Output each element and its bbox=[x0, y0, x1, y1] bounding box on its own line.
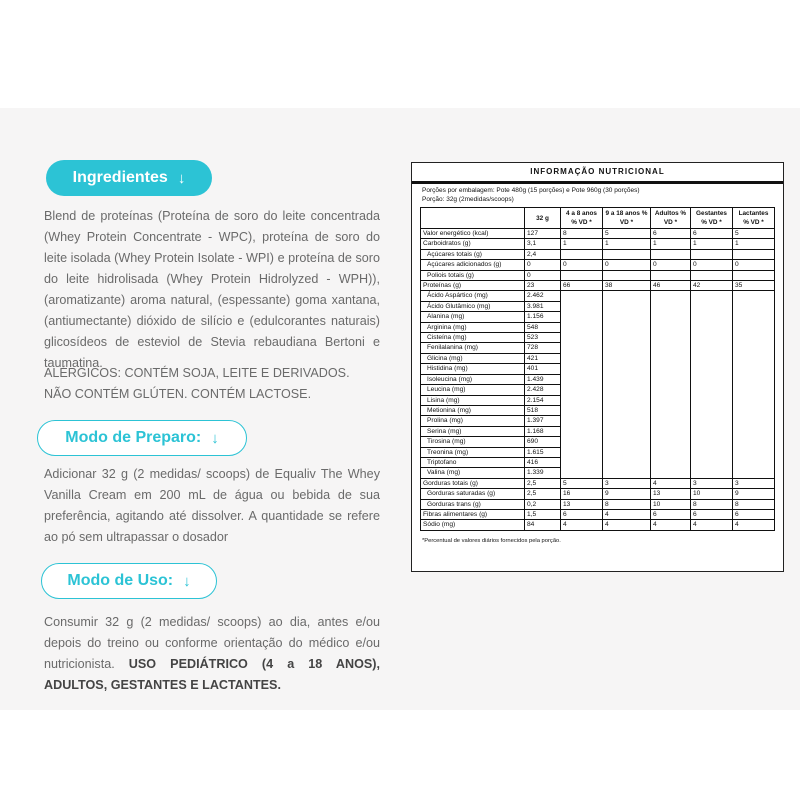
nutrient-name: Isoleucina (mg) bbox=[421, 374, 525, 384]
nutrient-vd bbox=[603, 270, 651, 280]
empty-cell bbox=[691, 374, 733, 384]
nutrient-vd: 5 bbox=[561, 478, 603, 488]
empty-cell bbox=[603, 353, 651, 363]
table-row bbox=[421, 353, 775, 363]
nutrient-name: Lisina (mg) bbox=[421, 395, 525, 405]
nutrient-name: Gorduras totais (g) bbox=[421, 478, 525, 488]
table-row bbox=[421, 239, 775, 249]
header-cell bbox=[421, 208, 525, 229]
nutrition-table-panel bbox=[411, 162, 784, 572]
nutrient-vd: 4 bbox=[603, 520, 651, 530]
nutrient-name: Glicina (mg) bbox=[421, 353, 525, 363]
nutrient-vd: 6 bbox=[733, 509, 775, 519]
nutrient-vd bbox=[733, 270, 775, 280]
nutrient-amount: 1.439 bbox=[525, 374, 561, 384]
nutrition-portion-info bbox=[412, 184, 783, 207]
table-row bbox=[421, 499, 775, 509]
empty-cell bbox=[603, 374, 651, 384]
nutrient-vd: 13 bbox=[651, 489, 691, 499]
header-cell: Lactantes % VD * bbox=[733, 208, 775, 229]
nutrient-vd: 3 bbox=[733, 478, 775, 488]
modo-preparo-button[interactable] bbox=[37, 420, 247, 456]
nutrient-vd: 9 bbox=[733, 489, 775, 499]
header-cell: Adultos % VD * bbox=[651, 208, 691, 229]
empty-cell bbox=[691, 447, 733, 457]
empty-cell bbox=[691, 385, 733, 395]
empty-cell bbox=[691, 416, 733, 426]
nutrient-name: Fibras alimentares (g) bbox=[421, 509, 525, 519]
nutrient-vd: 1 bbox=[733, 239, 775, 249]
table-row bbox=[421, 343, 775, 353]
nutrient-amount: 3,1 bbox=[525, 239, 561, 249]
table-row bbox=[421, 509, 775, 519]
empty-cell bbox=[733, 385, 775, 395]
table-row bbox=[421, 385, 775, 395]
nutrition-table bbox=[420, 207, 775, 531]
table-row bbox=[421, 395, 775, 405]
nutrient-vd: 10 bbox=[651, 499, 691, 509]
table-row bbox=[421, 301, 775, 311]
empty-cell bbox=[651, 468, 691, 478]
empty-cell bbox=[561, 385, 603, 395]
table-row bbox=[421, 447, 775, 457]
table-row bbox=[421, 426, 775, 436]
header-cell: 4 a 8 anos % VD * bbox=[561, 208, 603, 229]
empty-cell bbox=[733, 457, 775, 467]
nutrient-amount: 1.156 bbox=[525, 312, 561, 322]
nutrient-vd: 38 bbox=[603, 281, 651, 291]
ingredientes-text: Blend de proteínas (Proteína de soro do leite concentrada (Whey Protein Concentrate - WPC), proteína de soro do leite isolada (Whey Protein Isolate - WPI) e proteína de soro do leite hidrolisada (Whey Protein Hidrolyzed - WPH)), (aromatizante) aroma natural, (espessante) goma xantana, (antiumectante) dióxido de silício e (edulcorantes naturais) glicosídeos de esteviol de Stevia rebaudiana Bertoni e taumatina. bbox=[44, 209, 380, 370]
modo-preparo-label: Modo de Preparo: bbox=[65, 429, 202, 446]
nutrient-vd: 16 bbox=[561, 489, 603, 499]
nutrient-vd: 3 bbox=[603, 478, 651, 488]
modo-uso-bold: USO PEDIÁTRICO (4 a 18 ANOS), ADULTOS, GESTANTES E LACTANTES. bbox=[44, 657, 380, 692]
table-row bbox=[421, 457, 775, 467]
nutrient-name: Valina (mg) bbox=[421, 468, 525, 478]
empty-cell bbox=[561, 405, 603, 415]
nutrient-amount: 523 bbox=[525, 333, 561, 343]
table-row bbox=[421, 478, 775, 488]
nutrient-amount: 2,5 bbox=[525, 478, 561, 488]
empty-cell bbox=[561, 312, 603, 322]
table-row bbox=[421, 312, 775, 322]
empty-cell bbox=[561, 395, 603, 405]
empty-cell bbox=[733, 426, 775, 436]
empty-cell bbox=[691, 426, 733, 436]
arrow-down-icon: ↓ bbox=[183, 572, 191, 590]
header-cell: Gestantes % VD * bbox=[691, 208, 733, 229]
empty-cell bbox=[603, 395, 651, 405]
nutrient-name: Poliois totais (g) bbox=[421, 270, 525, 280]
empty-cell bbox=[691, 301, 733, 311]
empty-cell bbox=[691, 312, 733, 322]
empty-cell bbox=[733, 405, 775, 415]
empty-cell bbox=[733, 416, 775, 426]
nutrient-vd: 1 bbox=[651, 239, 691, 249]
nutrient-amount: 0 bbox=[525, 260, 561, 270]
empty-cell bbox=[603, 291, 651, 301]
nutrient-vd: 4 bbox=[651, 478, 691, 488]
table-row bbox=[421, 229, 775, 239]
nutrient-name: Arginina (mg) bbox=[421, 322, 525, 332]
empty-cell bbox=[691, 457, 733, 467]
empty-cell bbox=[651, 395, 691, 405]
empty-cell bbox=[603, 468, 651, 478]
nutrient-vd: 13 bbox=[561, 499, 603, 509]
empty-cell bbox=[691, 343, 733, 353]
alergicos-text: ALÉRGICOS: CONTÉM SOJA, LEITE E DERIVADOS. NÃO CONTÉM GLÚTEN. CONTÉM LACTOSE. bbox=[44, 366, 350, 401]
empty-cell bbox=[651, 364, 691, 374]
nutrient-vd: 8 bbox=[691, 499, 733, 509]
nutrient-vd bbox=[651, 249, 691, 259]
empty-cell bbox=[733, 312, 775, 322]
empty-cell bbox=[733, 374, 775, 384]
nutrient-name: Carboidratos (g) bbox=[421, 239, 525, 249]
nutrient-vd: 8 bbox=[561, 229, 603, 239]
empty-cell bbox=[561, 447, 603, 457]
empty-cell bbox=[561, 437, 603, 447]
empty-cell bbox=[651, 301, 691, 311]
nutrient-name: Gorduras saturadas (g) bbox=[421, 489, 525, 499]
empty-cell bbox=[603, 343, 651, 353]
nutrient-vd: 42 bbox=[691, 281, 733, 291]
ingredientes-label: Ingredientes bbox=[72, 169, 168, 186]
nutrient-name: Açúcares adicionados (g) bbox=[421, 260, 525, 270]
nutrient-vd bbox=[561, 270, 603, 280]
nutrient-amount: 2,5 bbox=[525, 489, 561, 499]
header-cell: 9 a 18 anos % VD * bbox=[603, 208, 651, 229]
nutrient-amount: 401 bbox=[525, 364, 561, 374]
empty-cell bbox=[691, 353, 733, 363]
nutrient-amount: 1,5 bbox=[525, 509, 561, 519]
nutrient-name: Fenilalanina (mg) bbox=[421, 343, 525, 353]
nutrient-vd: 6 bbox=[561, 509, 603, 519]
nutrition-title: INFORMAÇÃO NUTRICIONAL bbox=[412, 163, 783, 184]
nutrient-vd: 35 bbox=[733, 281, 775, 291]
empty-cell bbox=[651, 343, 691, 353]
nutrient-vd: 8 bbox=[733, 499, 775, 509]
nutrient-vd bbox=[651, 270, 691, 280]
empty-cell bbox=[733, 322, 775, 332]
table-row bbox=[421, 364, 775, 374]
nutrient-vd: 4 bbox=[691, 520, 733, 530]
empty-cell bbox=[651, 405, 691, 415]
nutrient-name: Sódio (mg) bbox=[421, 520, 525, 530]
modo-uso-label: Modo de Uso: bbox=[67, 572, 174, 589]
nutrient-name: Gorduras trans (g) bbox=[421, 499, 525, 509]
nutrient-vd: 1 bbox=[561, 239, 603, 249]
empty-cell bbox=[651, 426, 691, 436]
empty-cell bbox=[561, 322, 603, 332]
nutrient-vd bbox=[603, 249, 651, 259]
nutrient-vd: 6 bbox=[691, 509, 733, 519]
empty-cell bbox=[651, 333, 691, 343]
nutrient-vd: 6 bbox=[651, 229, 691, 239]
nutrient-amount: 421 bbox=[525, 353, 561, 363]
nutrient-name: Cisteína (mg) bbox=[421, 333, 525, 343]
nutrient-vd: 66 bbox=[561, 281, 603, 291]
table-row bbox=[421, 489, 775, 499]
nutrient-amount: 728 bbox=[525, 343, 561, 353]
arrow-down-icon: ↓ bbox=[177, 169, 186, 187]
empty-cell bbox=[733, 468, 775, 478]
nutrient-name: Prolina (mg) bbox=[421, 416, 525, 426]
empty-cell bbox=[733, 301, 775, 311]
nutrition-footnote: *Percentual de valores diários fornecidos pela porção. bbox=[422, 537, 561, 544]
empty-cell bbox=[603, 447, 651, 457]
empty-cell bbox=[733, 353, 775, 363]
empty-cell bbox=[561, 364, 603, 374]
nutrient-vd: 0 bbox=[561, 260, 603, 270]
nutrient-name: Alanina (mg) bbox=[421, 312, 525, 322]
table-row bbox=[421, 281, 775, 291]
empty-cell bbox=[651, 312, 691, 322]
nutrient-name: Ácido Glutâmico (mg) bbox=[421, 301, 525, 311]
modo-uso-button[interactable] bbox=[41, 563, 217, 599]
nutrient-amount: 2.462 bbox=[525, 291, 561, 301]
nutrient-name: Metionina (mg) bbox=[421, 405, 525, 415]
nutrient-amount: 127 bbox=[525, 229, 561, 239]
nutrient-vd: 4 bbox=[651, 520, 691, 530]
nutrient-vd: 0 bbox=[651, 260, 691, 270]
empty-cell bbox=[691, 395, 733, 405]
nutrient-amount: 2,4 bbox=[525, 249, 561, 259]
empty-cell bbox=[651, 385, 691, 395]
nutrient-vd: 9 bbox=[603, 489, 651, 499]
empty-cell bbox=[603, 301, 651, 311]
empty-cell bbox=[733, 333, 775, 343]
porcoes-text: Porções por embalagem: Pote 480g (15 porções) e Pote 960g (30 porções) bbox=[422, 187, 640, 194]
porcao-text: Porção: 32g (2medidas/scoops) bbox=[422, 195, 514, 203]
nutrient-name: Triptofano bbox=[421, 457, 525, 467]
empty-cell bbox=[651, 457, 691, 467]
empty-cell bbox=[691, 291, 733, 301]
empty-cell bbox=[733, 395, 775, 405]
table-row bbox=[421, 468, 775, 478]
nutrient-amount: 0,2 bbox=[525, 499, 561, 509]
nutrient-vd: 4 bbox=[561, 520, 603, 530]
empty-cell bbox=[603, 312, 651, 322]
nutrient-name: Valor energético (kcal) bbox=[421, 229, 525, 239]
nutrient-amount: 0 bbox=[525, 270, 561, 280]
empty-cell bbox=[561, 457, 603, 467]
nutrient-vd: 1 bbox=[691, 239, 733, 249]
table-row bbox=[421, 249, 775, 259]
nutrient-vd: 0 bbox=[603, 260, 651, 270]
table-row bbox=[421, 374, 775, 384]
table-row bbox=[421, 405, 775, 415]
nutrient-amount: 84 bbox=[525, 520, 561, 530]
empty-cell bbox=[691, 405, 733, 415]
table-row bbox=[421, 291, 775, 301]
empty-cell bbox=[603, 322, 651, 332]
nutrient-amount: 518 bbox=[525, 405, 561, 415]
ingredientes-button[interactable] bbox=[46, 160, 212, 196]
nutrient-vd bbox=[733, 249, 775, 259]
empty-cell bbox=[561, 353, 603, 363]
table-row bbox=[421, 322, 775, 332]
empty-cell bbox=[733, 447, 775, 457]
empty-cell bbox=[651, 291, 691, 301]
table-row bbox=[421, 520, 775, 530]
empty-cell bbox=[561, 333, 603, 343]
nutrient-amount: 1.397 bbox=[525, 416, 561, 426]
empty-cell bbox=[733, 364, 775, 374]
empty-cell bbox=[651, 447, 691, 457]
header-cell: 32 g bbox=[525, 208, 561, 229]
nutrient-vd: 5 bbox=[603, 229, 651, 239]
nutrient-vd bbox=[691, 270, 733, 280]
empty-cell bbox=[733, 291, 775, 301]
empty-cell bbox=[561, 416, 603, 426]
nutrient-name: Histidina (mg) bbox=[421, 364, 525, 374]
arrow-down-icon: ↓ bbox=[211, 429, 219, 447]
empty-cell bbox=[603, 385, 651, 395]
nutrient-amount: 3.981 bbox=[525, 301, 561, 311]
empty-cell bbox=[561, 426, 603, 436]
empty-cell bbox=[603, 457, 651, 467]
empty-cell bbox=[561, 374, 603, 384]
empty-cell bbox=[691, 437, 733, 447]
empty-cell bbox=[603, 333, 651, 343]
nutrient-name: Serina (mg) bbox=[421, 426, 525, 436]
empty-cell bbox=[603, 405, 651, 415]
nutrient-vd: 10 bbox=[691, 489, 733, 499]
nutrient-vd: 0 bbox=[691, 260, 733, 270]
nutrient-vd: 46 bbox=[651, 281, 691, 291]
nutrient-vd: 1 bbox=[603, 239, 651, 249]
nutrient-vd: 0 bbox=[733, 260, 775, 270]
nutrient-amount: 1.339 bbox=[525, 468, 561, 478]
nutrient-amount: 1.615 bbox=[525, 447, 561, 457]
nutrient-amount: 2.154 bbox=[525, 395, 561, 405]
nutrient-amount: 1.168 bbox=[525, 426, 561, 436]
table-row bbox=[421, 260, 775, 270]
nutrient-amount: 548 bbox=[525, 322, 561, 332]
empty-cell bbox=[733, 343, 775, 353]
empty-cell bbox=[691, 364, 733, 374]
empty-cell bbox=[651, 437, 691, 447]
modo-uso-body: Consumir 32 g (2 medidas/ scoops) ao dia, antes e/ou depois do treino ou conforme orientação do médico e/ou nutricionista. bbox=[44, 615, 380, 671]
nutrient-amount: 2.428 bbox=[525, 385, 561, 395]
table-row bbox=[421, 416, 775, 426]
nutrient-name: Ácido Aspártico (mg) bbox=[421, 291, 525, 301]
nutrient-vd: 3 bbox=[691, 478, 733, 488]
empty-cell bbox=[561, 343, 603, 353]
nutrient-vd: 6 bbox=[691, 229, 733, 239]
table-row bbox=[421, 437, 775, 447]
modo-preparo-text: Adicionar 32 g (2 medidas/ scoops) de Equaliv The Whey Vanilla Cream em 200 mL de água ou bebida de sua preferência, agitando até dissolver. A quantidade se refere ao pó sem ultrapassar o dosador bbox=[44, 467, 380, 544]
empty-cell bbox=[561, 291, 603, 301]
empty-cell bbox=[733, 437, 775, 447]
nutrient-vd bbox=[561, 249, 603, 259]
nutrient-name: Açúcares totais (g) bbox=[421, 249, 525, 259]
nutrient-amount: 416 bbox=[525, 457, 561, 467]
table-header-row bbox=[421, 208, 775, 229]
nutrient-vd: 5 bbox=[733, 229, 775, 239]
nutrient-vd: 6 bbox=[651, 509, 691, 519]
nutrient-name: Leucina (mg) bbox=[421, 385, 525, 395]
empty-cell bbox=[691, 468, 733, 478]
empty-cell bbox=[651, 322, 691, 332]
empty-cell bbox=[603, 437, 651, 447]
nutrient-name: Treonina (mg) bbox=[421, 447, 525, 457]
modo-uso-text bbox=[44, 612, 380, 696]
empty-cell bbox=[561, 468, 603, 478]
nutrient-amount: 690 bbox=[525, 437, 561, 447]
empty-cell bbox=[561, 301, 603, 311]
nutrient-vd bbox=[691, 249, 733, 259]
nutrient-name: Proteínas (g) bbox=[421, 281, 525, 291]
empty-cell bbox=[651, 353, 691, 363]
nutrient-vd: 4 bbox=[603, 509, 651, 519]
empty-cell bbox=[651, 374, 691, 384]
nutrient-amount: 23 bbox=[525, 281, 561, 291]
empty-cell bbox=[691, 333, 733, 343]
empty-cell bbox=[651, 416, 691, 426]
empty-cell bbox=[603, 426, 651, 436]
table-row bbox=[421, 270, 775, 280]
nutrient-name: Tirosina (mg) bbox=[421, 437, 525, 447]
empty-cell bbox=[603, 364, 651, 374]
table-row bbox=[421, 333, 775, 343]
nutrient-vd: 8 bbox=[603, 499, 651, 509]
nutrient-vd: 4 bbox=[733, 520, 775, 530]
empty-cell bbox=[691, 322, 733, 332]
empty-cell bbox=[603, 416, 651, 426]
